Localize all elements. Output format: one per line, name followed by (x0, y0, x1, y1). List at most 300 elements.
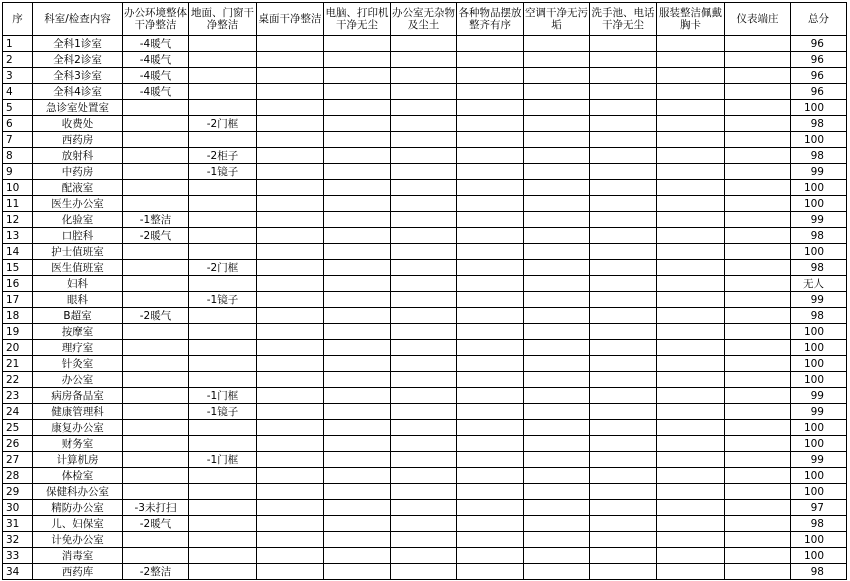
office-environment-cell: -2暖气 (123, 516, 189, 532)
total-score-cell: 100 (791, 100, 847, 116)
appearance-cell (725, 36, 791, 52)
seq-cell: 1 (3, 36, 33, 52)
department-cell: 医生办公室 (33, 196, 123, 212)
table-row (3, 196, 847, 212)
items-order-cell (457, 132, 524, 148)
table-row (3, 468, 847, 484)
computer-printer-cell (324, 100, 391, 116)
office-environment-cell (123, 532, 189, 548)
items-order-cell (457, 388, 524, 404)
desk-cell (257, 516, 324, 532)
office-clutter-cell (391, 516, 457, 532)
total-score-cell: 100 (791, 196, 847, 212)
total-score-cell: 100 (791, 532, 847, 548)
table-row (3, 516, 847, 532)
computer-printer-cell (324, 308, 391, 324)
department-cell: 全科1诊室 (33, 36, 123, 52)
items-order-cell (457, 564, 524, 580)
total-score-cell: 100 (791, 180, 847, 196)
items-order-cell (457, 148, 524, 164)
air-conditioner-cell (524, 52, 590, 68)
desk-cell (257, 468, 324, 484)
uniform-badge-cell (657, 308, 725, 324)
computer-printer-cell (324, 228, 391, 244)
department-cell: 配液室 (33, 180, 123, 196)
desk-cell (257, 484, 324, 500)
office-clutter-cell (391, 132, 457, 148)
office-environment-cell: -1整洁 (123, 212, 189, 228)
appearance-cell (725, 260, 791, 276)
table-row (3, 212, 847, 228)
uniform-badge-cell (657, 452, 725, 468)
uniform-badge-cell (657, 164, 725, 180)
department-cell: 西药房 (33, 132, 123, 148)
office-clutter-cell (391, 116, 457, 132)
seq-cell: 33 (3, 548, 33, 564)
air-conditioner-cell (524, 516, 590, 532)
computer-printer-cell (324, 548, 391, 564)
total-score-cell: 99 (791, 404, 847, 420)
office-clutter-cell (391, 404, 457, 420)
appearance-cell (725, 532, 791, 548)
floor-doors-cell: -1镜子 (189, 164, 257, 180)
uniform-badge-cell (657, 116, 725, 132)
table-row (3, 500, 847, 516)
computer-printer-cell (324, 516, 391, 532)
desk-cell (257, 324, 324, 340)
floor-doors-cell: -1门框 (189, 388, 257, 404)
seq-cell: 14 (3, 244, 33, 260)
office-environment-cell (123, 276, 189, 292)
uniform-badge-cell (657, 564, 725, 580)
total-score-cell: 98 (791, 260, 847, 276)
sink-phone-cell (590, 452, 657, 468)
header-office-clutter: 办公室无杂物及尘土 (391, 3, 457, 36)
office-environment-cell (123, 164, 189, 180)
items-order-cell (457, 372, 524, 388)
seq-cell: 2 (3, 52, 33, 68)
total-score-cell: 96 (791, 84, 847, 100)
computer-printer-cell (324, 484, 391, 500)
desk-cell (257, 164, 324, 180)
office-clutter-cell (391, 100, 457, 116)
uniform-badge-cell (657, 356, 725, 372)
appearance-cell (725, 116, 791, 132)
seq-cell: 18 (3, 308, 33, 324)
computer-printer-cell (324, 132, 391, 148)
items-order-cell (457, 260, 524, 276)
office-environment-cell (123, 356, 189, 372)
computer-printer-cell (324, 212, 391, 228)
office-environment-cell (123, 196, 189, 212)
inspection-table (2, 2, 847, 580)
appearance-cell (725, 52, 791, 68)
table-row (3, 372, 847, 388)
computer-printer-cell (324, 196, 391, 212)
office-clutter-cell (391, 532, 457, 548)
total-score-cell: 98 (791, 148, 847, 164)
office-environment-cell (123, 132, 189, 148)
office-clutter-cell (391, 68, 457, 84)
header-floor-doors-windows: 地面、门窗干净整洁 (189, 3, 257, 36)
appearance-cell (725, 100, 791, 116)
office-environment-cell (123, 452, 189, 468)
office-environment-cell (123, 324, 189, 340)
sink-phone-cell (590, 388, 657, 404)
seq-cell: 31 (3, 516, 33, 532)
header-air-conditioner: 空调干净无污垢 (524, 3, 590, 36)
floor-doors-cell (189, 68, 257, 84)
sink-phone-cell (590, 292, 657, 308)
table-row (3, 340, 847, 356)
appearance-cell (725, 452, 791, 468)
office-clutter-cell (391, 84, 457, 100)
total-score-cell: 98 (791, 564, 847, 580)
air-conditioner-cell (524, 276, 590, 292)
air-conditioner-cell (524, 196, 590, 212)
air-conditioner-cell (524, 356, 590, 372)
floor-doors-cell: -1镜子 (189, 292, 257, 308)
uniform-badge-cell (657, 36, 725, 52)
seq-cell: 8 (3, 148, 33, 164)
office-clutter-cell (391, 500, 457, 516)
items-order-cell (457, 292, 524, 308)
office-clutter-cell (391, 244, 457, 260)
items-order-cell (457, 164, 524, 180)
table-row (3, 452, 847, 468)
office-environment-cell: -2暖气 (123, 308, 189, 324)
appearance-cell (725, 68, 791, 84)
appearance-cell (725, 404, 791, 420)
total-score-cell: 99 (791, 164, 847, 180)
sink-phone-cell (590, 52, 657, 68)
table-row (3, 260, 847, 276)
uniform-badge-cell (657, 228, 725, 244)
items-order-cell (457, 212, 524, 228)
floor-doors-cell (189, 372, 257, 388)
office-environment-cell (123, 404, 189, 420)
appearance-cell (725, 132, 791, 148)
office-clutter-cell (391, 52, 457, 68)
computer-printer-cell (324, 388, 391, 404)
header-office-environment: 办公环境整体干净整洁 (123, 3, 189, 36)
floor-doors-cell (189, 36, 257, 52)
items-order-cell (457, 196, 524, 212)
sink-phone-cell (590, 548, 657, 564)
desk-cell (257, 548, 324, 564)
floor-doors-cell (189, 228, 257, 244)
floor-doors-cell: -1门框 (189, 452, 257, 468)
office-clutter-cell (391, 484, 457, 500)
air-conditioner-cell (524, 452, 590, 468)
office-clutter-cell (391, 180, 457, 196)
floor-doors-cell (189, 420, 257, 436)
office-environment-cell: -2暖气 (123, 228, 189, 244)
department-cell: 精防办公室 (33, 500, 123, 516)
table-body (3, 36, 847, 580)
computer-printer-cell (324, 356, 391, 372)
items-order-cell (457, 404, 524, 420)
total-score-cell: 100 (791, 436, 847, 452)
sink-phone-cell (590, 260, 657, 276)
air-conditioner-cell (524, 468, 590, 484)
office-environment-cell (123, 484, 189, 500)
air-conditioner-cell (524, 244, 590, 260)
office-environment-cell (123, 340, 189, 356)
department-cell: 医生值班室 (33, 260, 123, 276)
items-order-cell (457, 100, 524, 116)
seq-cell: 32 (3, 532, 33, 548)
department-cell: 康复办公室 (33, 420, 123, 436)
floor-doors-cell (189, 180, 257, 196)
department-cell: 针灸室 (33, 356, 123, 372)
desk-cell (257, 292, 324, 308)
air-conditioner-cell (524, 484, 590, 500)
floor-doors-cell (189, 324, 257, 340)
header-total-score: 总分 (791, 3, 847, 36)
floor-doors-cell (189, 212, 257, 228)
table-row (3, 164, 847, 180)
items-order-cell (457, 52, 524, 68)
appearance-cell (725, 420, 791, 436)
office-clutter-cell (391, 36, 457, 52)
appearance-cell (725, 292, 791, 308)
seq-cell: 24 (3, 404, 33, 420)
computer-printer-cell (324, 84, 391, 100)
appearance-cell (725, 516, 791, 532)
air-conditioner-cell (524, 212, 590, 228)
computer-printer-cell (324, 36, 391, 52)
computer-printer-cell (324, 276, 391, 292)
sink-phone-cell (590, 484, 657, 500)
department-cell: 理疗室 (33, 340, 123, 356)
sink-phone-cell (590, 148, 657, 164)
office-clutter-cell (391, 324, 457, 340)
header-appearance: 仪表端庄 (725, 3, 791, 36)
seq-cell: 19 (3, 324, 33, 340)
office-environment-cell (123, 260, 189, 276)
table-row (3, 420, 847, 436)
desk-cell (257, 276, 324, 292)
table-row (3, 548, 847, 564)
items-order-cell (457, 500, 524, 516)
seq-cell: 34 (3, 564, 33, 580)
office-clutter-cell (391, 452, 457, 468)
office-environment-cell (123, 116, 189, 132)
appearance-cell (725, 276, 791, 292)
office-clutter-cell (391, 148, 457, 164)
air-conditioner-cell (524, 84, 590, 100)
seq-cell: 12 (3, 212, 33, 228)
items-order-cell (457, 276, 524, 292)
items-order-cell (457, 180, 524, 196)
desk-cell (257, 228, 324, 244)
sink-phone-cell (590, 132, 657, 148)
office-environment-cell (123, 372, 189, 388)
items-order-cell (457, 244, 524, 260)
computer-printer-cell (324, 532, 391, 548)
sink-phone-cell (590, 308, 657, 324)
office-environment-cell (123, 180, 189, 196)
floor-doors-cell (189, 564, 257, 580)
seq-cell: 30 (3, 500, 33, 516)
uniform-badge-cell (657, 436, 725, 452)
uniform-badge-cell (657, 516, 725, 532)
sink-phone-cell (590, 340, 657, 356)
total-score-cell: 100 (791, 484, 847, 500)
sink-phone-cell (590, 244, 657, 260)
office-environment-cell (123, 292, 189, 308)
department-cell: 放射科 (33, 148, 123, 164)
uniform-badge-cell (657, 500, 725, 516)
items-order-cell (457, 68, 524, 84)
desk-cell (257, 148, 324, 164)
uniform-badge-cell (657, 292, 725, 308)
appearance-cell (725, 340, 791, 356)
uniform-badge-cell (657, 340, 725, 356)
table-row (3, 180, 847, 196)
header-uniform-badge: 服装整洁佩戴胸卡 (657, 3, 725, 36)
desk-cell (257, 436, 324, 452)
office-environment-cell: -4暖气 (123, 52, 189, 68)
computer-printer-cell (324, 180, 391, 196)
items-order-cell (457, 468, 524, 484)
desk-cell (257, 84, 324, 100)
air-conditioner-cell (524, 36, 590, 52)
table-row (3, 532, 847, 548)
air-conditioner-cell (524, 164, 590, 180)
header-seq: 序 (3, 3, 33, 36)
desk-cell (257, 564, 324, 580)
items-order-cell (457, 452, 524, 468)
office-environment-cell: -3未打扫 (123, 500, 189, 516)
appearance-cell (725, 484, 791, 500)
uniform-badge-cell (657, 420, 725, 436)
office-clutter-cell (391, 260, 457, 276)
floor-doors-cell (189, 84, 257, 100)
uniform-badge-cell (657, 404, 725, 420)
desk-cell (257, 260, 324, 276)
office-environment-cell: -4暖气 (123, 36, 189, 52)
computer-printer-cell (324, 116, 391, 132)
uniform-badge-cell (657, 148, 725, 164)
sink-phone-cell (590, 68, 657, 84)
items-order-cell (457, 324, 524, 340)
sink-phone-cell (590, 468, 657, 484)
sink-phone-cell (590, 116, 657, 132)
sink-phone-cell (590, 564, 657, 580)
uniform-badge-cell (657, 532, 725, 548)
seq-cell: 26 (3, 436, 33, 452)
items-order-cell (457, 228, 524, 244)
office-environment-cell (123, 244, 189, 260)
computer-printer-cell (324, 148, 391, 164)
desk-cell (257, 420, 324, 436)
sink-phone-cell (590, 500, 657, 516)
sink-phone-cell (590, 420, 657, 436)
floor-doors-cell (189, 340, 257, 356)
air-conditioner-cell (524, 180, 590, 196)
office-clutter-cell (391, 228, 457, 244)
computer-printer-cell (324, 404, 391, 420)
department-cell: 消毒室 (33, 548, 123, 564)
items-order-cell (457, 548, 524, 564)
total-score-cell: 99 (791, 388, 847, 404)
desk-cell (257, 180, 324, 196)
total-score-cell: 98 (791, 516, 847, 532)
table-row (3, 116, 847, 132)
items-order-cell (457, 84, 524, 100)
computer-printer-cell (324, 468, 391, 484)
seq-cell: 15 (3, 260, 33, 276)
appearance-cell (725, 324, 791, 340)
seq-cell: 7 (3, 132, 33, 148)
items-order-cell (457, 340, 524, 356)
header-sink-phone: 洗手池、电话干净无尘 (590, 3, 657, 36)
total-score-cell: 98 (791, 116, 847, 132)
department-cell: 体检室 (33, 468, 123, 484)
total-score-cell: 97 (791, 500, 847, 516)
air-conditioner-cell (524, 372, 590, 388)
header-computer-printer: 电脑、打印机干净无尘 (324, 3, 391, 36)
floor-doors-cell (189, 548, 257, 564)
air-conditioner-cell (524, 324, 590, 340)
table-row (3, 36, 847, 52)
uniform-badge-cell (657, 244, 725, 260)
header-items-order: 各种物品摆放整齐有序 (457, 3, 524, 36)
desk-cell (257, 100, 324, 116)
office-clutter-cell (391, 436, 457, 452)
air-conditioner-cell (524, 132, 590, 148)
department-cell: 儿、妇保室 (33, 516, 123, 532)
seq-cell: 9 (3, 164, 33, 180)
department-cell: 妇科 (33, 276, 123, 292)
office-clutter-cell (391, 356, 457, 372)
sink-phone-cell (590, 100, 657, 116)
items-order-cell (457, 356, 524, 372)
appearance-cell (725, 212, 791, 228)
sink-phone-cell (590, 276, 657, 292)
items-order-cell (457, 116, 524, 132)
items-order-cell (457, 516, 524, 532)
floor-doors-cell: -2柜子 (189, 148, 257, 164)
appearance-cell (725, 564, 791, 580)
air-conditioner-cell (524, 532, 590, 548)
table-row (3, 356, 847, 372)
desk-cell (257, 452, 324, 468)
uniform-badge-cell (657, 484, 725, 500)
air-conditioner-cell (524, 260, 590, 276)
table-row (3, 244, 847, 260)
total-score-cell: 99 (791, 212, 847, 228)
department-cell: 护士值班室 (33, 244, 123, 260)
appearance-cell (725, 500, 791, 516)
department-cell: 全科3诊室 (33, 68, 123, 84)
uniform-badge-cell (657, 372, 725, 388)
table-row (3, 564, 847, 580)
total-score-cell: 100 (791, 340, 847, 356)
total-score-cell: 100 (791, 548, 847, 564)
department-cell: 收费处 (33, 116, 123, 132)
seq-cell: 16 (3, 276, 33, 292)
uniform-badge-cell (657, 68, 725, 84)
floor-doors-cell (189, 468, 257, 484)
seq-cell: 6 (3, 116, 33, 132)
uniform-badge-cell (657, 84, 725, 100)
total-score-cell: 96 (791, 52, 847, 68)
office-clutter-cell (391, 564, 457, 580)
floor-doors-cell (189, 532, 257, 548)
